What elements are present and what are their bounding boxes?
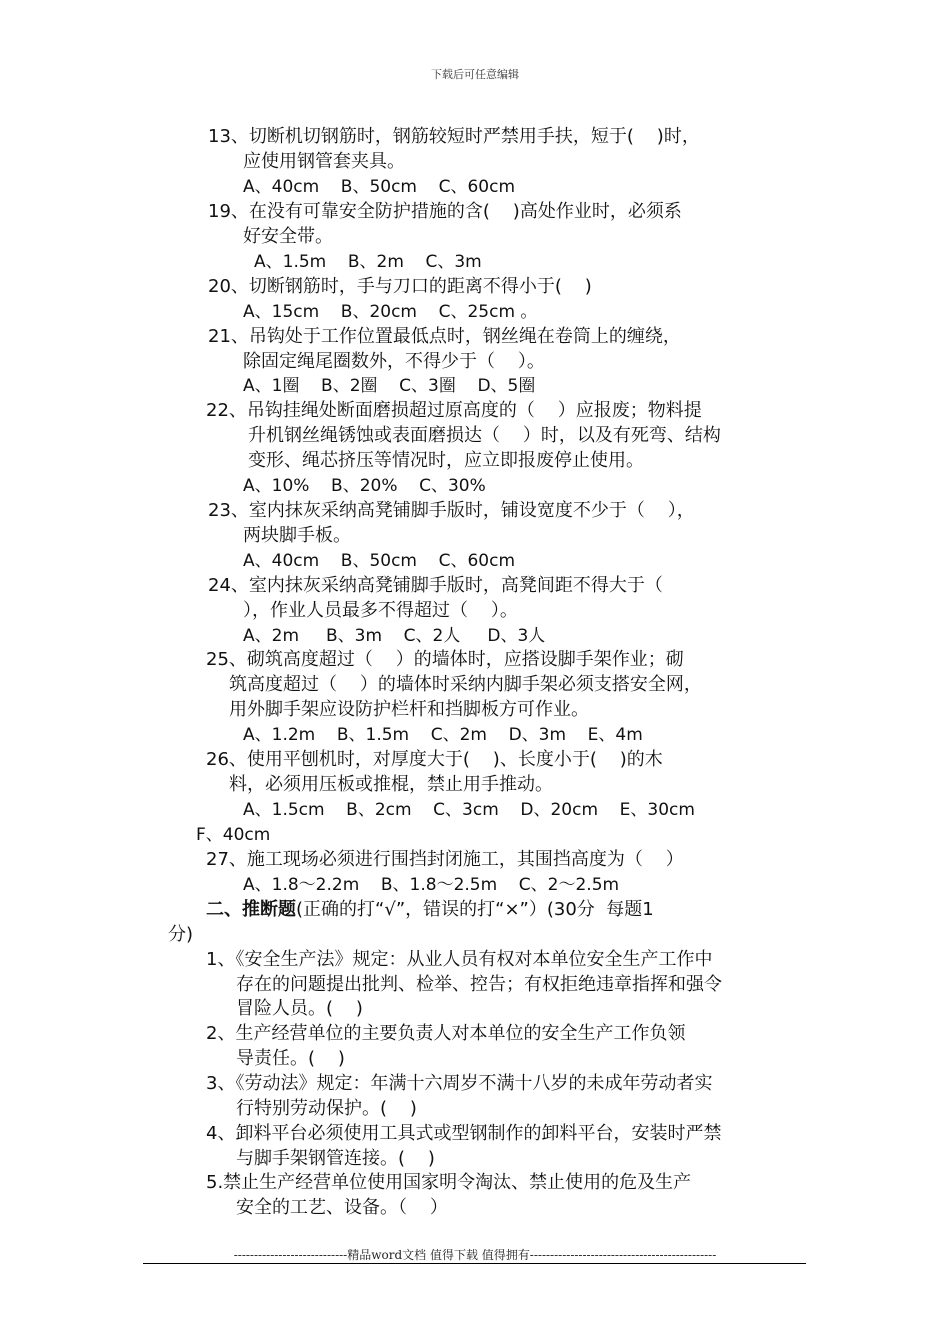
j4-line2: 与脚手架钢管连接。( ) [236, 1148, 435, 1169]
q25-options: A、1.2m B、1.5m C、2m D、3m E、4m [243, 725, 643, 745]
page-header: 下载后可任意编辑 [431, 68, 519, 81]
j1-line1: 1、《安全生产法》规定：从业人员有权对本单位安全生产工作中 [206, 949, 713, 970]
section2-note: (正确的打“√”，错误的打“×”）(30分 每题1 [296, 899, 654, 920]
q13-options: A、40cm B、50cm C、60cm [243, 177, 516, 197]
j1-line3: 冒险人员。( ) [236, 998, 363, 1019]
q23-line2: 两块脚手板。 [243, 525, 351, 546]
q22-options: A、10% B、20% C、30% [243, 476, 486, 496]
j4-line1: 4、卸料平台必须使用工具式或型钢制作的卸料平台，安装时严禁 [206, 1123, 722, 1144]
q19-line2: 好安全带。 [243, 226, 333, 247]
section2-title: 二、推断题 [206, 899, 296, 920]
q25-line1: 25、砌筑高度超过（ ）的墙体时，应搭设脚手架作业；砌 [206, 649, 684, 670]
q23-line1: 23、室内抹灰采纳高凳铺脚手版时，铺设宽度不少于（ ）， [208, 500, 695, 521]
q19-options: A、1.5m B、2m C、3m [254, 252, 482, 272]
j5-line2: 安全的工艺、设备。（ ） [236, 1197, 448, 1218]
q19-line1: 19、在没有可靠安全防护措施的含( )高处作业时，必须系 [208, 201, 682, 222]
q24-line1: 24、室内抹灰采纳高凳铺脚手版时，高凳间距不得大于（ [208, 575, 663, 596]
section2-note-cont: 分) [168, 924, 194, 945]
q27-options: A、1.8～2.2m B、1.8～2.5m C、2～2.5m [243, 875, 620, 895]
j3-line2: 行特别劳动保护。( ) [236, 1098, 417, 1119]
j2-line1: 2、生产经营单位的主要负责人对本单位的安全生产工作负领 [206, 1023, 686, 1044]
q20-line1: 20、切断钢筋时，手与刀口的距离不得小于( ) [208, 276, 592, 297]
j2-line2: 导责任。( ) [236, 1048, 345, 1069]
q24-options: A、2m B、3m C、2人 D、3人 [243, 626, 546, 646]
j5-line1: 5.禁止生产经营单位使用国家明令淘汰、禁止使用的危及生产 [206, 1172, 692, 1193]
q22-line3: 变形、绳芯挤压等情况时，应立即报废停止使用。 [248, 450, 644, 471]
q21-line1: 21、吊钩处于工作位置最低点时，钢丝绳在卷筒上的缠绕， [208, 326, 681, 347]
q25-line3: 用外脚手架应设防护栏杆和挡脚板方可作业。 [229, 699, 589, 720]
q21-options: A、1圈 B、2圈 C、3圈 D、5圈 [243, 376, 536, 396]
q22-line1: 22、吊钩挂绳处断面磨损超过原高度的（ ）应报废；物料提 [206, 400, 702, 421]
q24-line2: ），作业人员最多不得超过（ ）。 [243, 600, 518, 621]
footer-rule [143, 1263, 806, 1264]
q22-line2: 升机钢丝绳锈蚀或表面磨损达（ ）时，以及有死弯、结构 [248, 425, 721, 446]
j3-line1: 3、《劳动法》规定：年满十六周岁不满十八岁的未成年劳动者实 [206, 1073, 713, 1094]
j1-line2: 存在的问题提出批判、检举、控告；有权拒绝违章指挥和强令 [236, 974, 722, 995]
q20-options: A、15cm B、20cm C、25cm 。 [243, 302, 538, 322]
q21-line2: 除固定绳尾圈数外，不得少于（ ）。 [243, 351, 545, 372]
q27-line1: 27、施工现场必须进行围挡封闭施工，其围挡高度为（ ） [206, 849, 684, 870]
q23-options: A、40cm B、50cm C、60cm [243, 551, 516, 571]
q26-options: A、1.5cm B、2cm C、3cm D、20cm E、30cm [243, 800, 695, 820]
q13-line2: 应使用钢管套夹具。 [243, 151, 405, 172]
page-footer: ----------------------------精品word文档 值得下载 值得拥有---------------------------------------------- [233, 1248, 717, 1262]
q26-options-cont: F、40cm [196, 825, 271, 845]
section2-heading [206, 899, 654, 921]
q26-line2: 料，必须用压板或推棍，禁止用手推动。 [229, 774, 553, 795]
q25-line2: 筑高度超过（ ）的墙体时采纳内脚手架必须支搭安全网， [229, 674, 702, 695]
q13-line1: 13、切断机切钢筋时，钢筋较短时严禁用手扶，短于( )时， [208, 126, 700, 147]
q26-line1: 26、使用平刨机时，对厚度大于( )、长度小于( )的木 [206, 749, 663, 770]
